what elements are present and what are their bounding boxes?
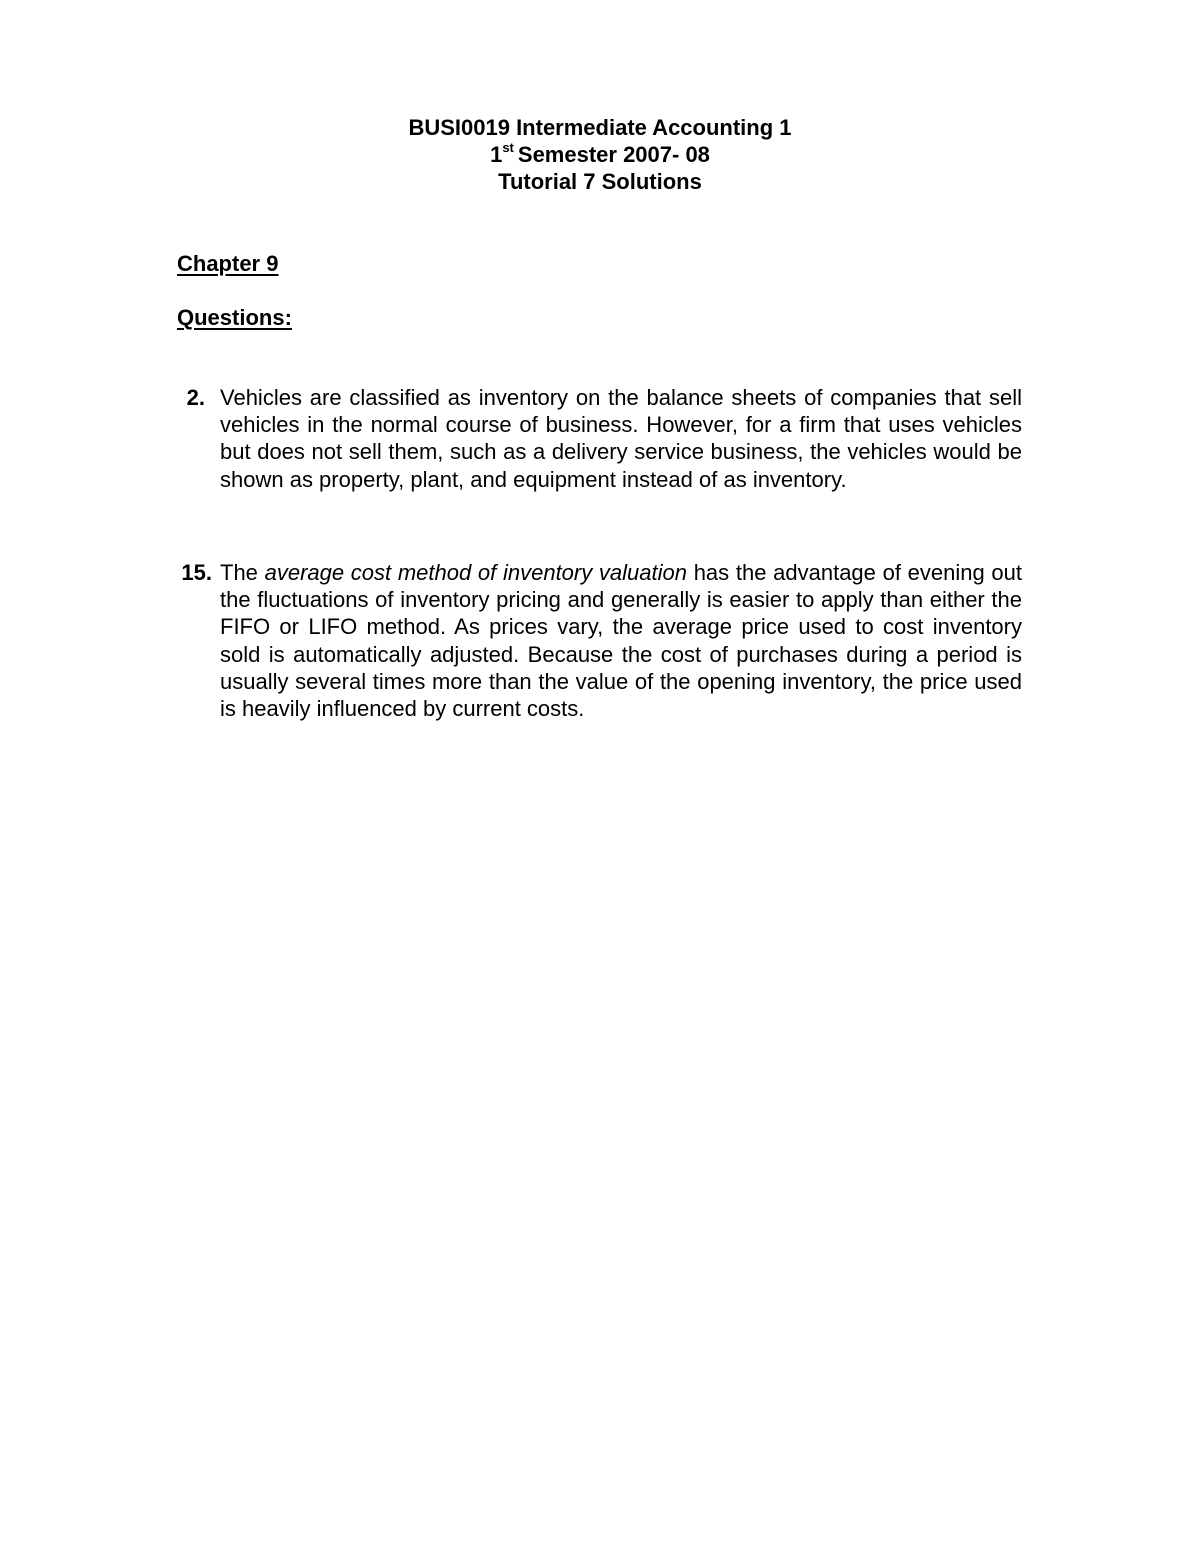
semester-text: Semester 2007- 08 [517,142,710,167]
answer-text [220,559,1022,722]
answer-text-end: has the advantage of evening out the fluctuations of inventory pricing and generally is easier to apply than either the FIFO or LIFO method. As prices vary, the average price used to cost inventory sold is automatically adjusted. Because the cost of purchases during a period is usually several times more than the value of the opening inventory, the price used is heavily influenced by current costs. [220,560,1022,722]
semester-ordinal-suffix: st [502,139,514,155]
answer-number: 2. [186,385,205,410]
semester-ordinal: 1 [490,142,503,167]
answer-emphasis: average cost method of inventory valuation [264,560,687,585]
answer-item-15 [177,559,1022,722]
answer-text: Vehicles are classified as inventory on the balance sheets of companies that sell vehicles in the normal course of business. However, for a firm that uses vehicles but does not sell them, such as a delivery service business, the vehicles would be shown as property, plant, and equipment instead of as inventory. [220,385,1022,492]
course-title: BUSI0019 Intermediate Accounting 1 [408,115,792,140]
document-header [0,114,1200,195]
semester-line [0,141,1200,168]
tutorial-title: Tutorial 7 Solutions [498,169,702,194]
answer-number: 15. [181,560,212,585]
chapter-heading: Chapter 9 [177,251,279,276]
answer-text-start: The [220,560,265,585]
questions-heading: Questions: [177,305,292,330]
answer-item-2 [177,384,1022,493]
